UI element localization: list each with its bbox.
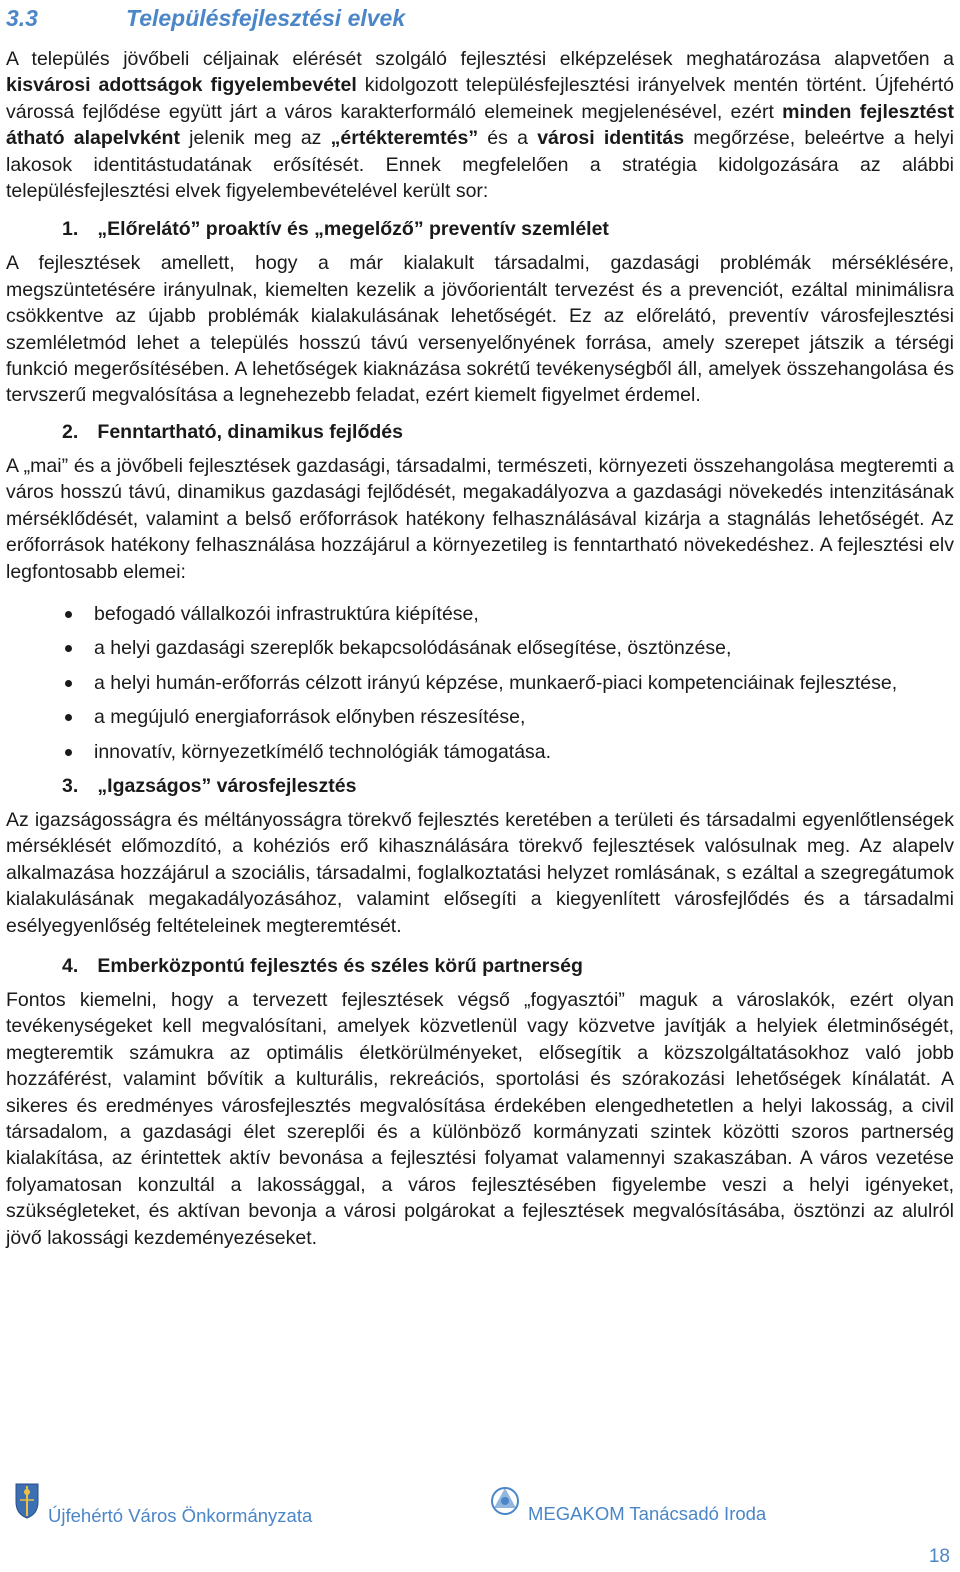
principle-heading [6, 773, 954, 799]
list-item [6, 670, 954, 696]
bullet-icon [65, 749, 72, 756]
intro-text: és a [478, 127, 538, 150]
list-item-text: a helyi humán-erőforrás célzott irányú képzése, munkaerő-piaci kompetenciáinak fejlesztése, [94, 671, 898, 694]
intro-text: jelenik meg az [179, 127, 331, 150]
principle-number: 4. [62, 954, 79, 977]
bullet-icon [65, 680, 72, 687]
list-item-text: innovatív, környezetkímélő technológiák támogatása. [94, 740, 552, 763]
list-item-text: a megújuló energiaforrások előnyben részesítése, [94, 706, 526, 729]
bullet-icon [65, 611, 72, 618]
intro-text: kidolgozott településfejlesztési irányelvek mentén történt. Újfehértó várossá fejlődése együtt járt a város karakterformáló elemeinek megjelenésével, ezért [6, 74, 954, 123]
footer-left [14, 1480, 312, 1526]
coat-of-arms-icon [14, 1480, 40, 1526]
bullet-icon [65, 645, 72, 652]
intro-bold: „értékteremtés” [330, 127, 479, 150]
principle-paragraph: Az igazságosságra és méltányosságra törekvő fejlesztés keretében a területi és társadalmi egyenlőtlenségek mérséklését előmozdító, a kohéziós erő kihasználására törekvő fejlesztések valósulnak meg. Az alapelv alkalmazása hozzájárul a szociális, társadalmi, foglalkoztatási helyzet romlásának, s ezáltal a szegregátumok kialakulásának megakadályozásához, valamint elősegíti a kiegyenlített városfejlődés és a társadalmi esélyegyenlőség feltételeinek megteremtését. [6, 808, 954, 937]
principle-paragraph: A fejlesztések amellett, hogy a már kialakult társadalmi, gazdasági problémák mérséklésére, megszüntetésére irányulnak, kiemelten kezelik a jövőorientált tervezést és a prevenciót, ezáltal minimálisra csökkentve az újabb problémák kialakulásának lehetőségét. Ez az előrelátó, preventív városfejlesztési szemléletmód lehet a település hosszú távú versenyelőnyének forrása, amely szerepet játszik a térségi funkció megerősítésében. A lehetőségek kiaknázása sokrétű tevékenységből áll, amelyek összehangolása és tervszerű megvalósítása a legnehezebb feladat, ezért kiemelt figyelmet érdemel. [6, 252, 954, 407]
principle-paragraph: Fontos kiemelni, hogy a tervezett fejlesztések végső „fogyasztói” maguk a városlakók, ezért olyan tevékenységeket kell megvalósítani, amelyek közvetlenül vagy közvetve javítják a helyiek életminőségét, megteremtik számukra az optimális életkörülményeket, elősegítik a közszolgáltatásokhoz való jobb hozzáférést, valamint bővítik a kulturális, rekreációs, sportolási és szórakozási lehetőségek kínálatát. A sikeres és eredményes városfejlesztés megvalósítása érdekében elengedhetetlen a helyi lakosság, a civil társadalom, a gazdasági élet szereplői és a különböző kormányzati szintek közötti szoros partnerség kialakítása, az érintettek aktív bevonása a fejlesztési folyamat valamennyi szakaszában. A város vezetése folyamatosan konzultál a lakossággal, a város fejlesztésében figyelembe veszi a helyi igényeket, szükségleteket, és aktívan bevonja a városi polgárokat a fejlesztések megvalósításába, ösztönzi az alulról jövő lakossági kezdeményezéseket. [6, 988, 954, 1249]
page-footer [0, 1472, 960, 1572]
section-number: 3.3 [6, 5, 38, 31]
bullet-icon [65, 714, 72, 721]
principle-paragraph: A „mai” és a jövőbeli fejlesztések gazdasági, társadalmi, természeti, környezeti összehangolása megteremti a város hosszú távú, dinamikus gazdasági fejlődését, megakadályozva a gazdasági növekedés intenzitásának mérséklődését, valamint a belső erőforrások hatékony felhasználásával kizárja a stagnálás lehetőségét. Az erőforrások hatékony felhasználása hozzájárul a környezetileg is fenntartható növekedéshez. A fejlesztési elv legfontosabb elemei: [6, 454, 954, 583]
page-number: 18 [928, 1546, 950, 1567]
list-item [6, 739, 954, 765]
list-item [6, 704, 954, 730]
principle-title: Emberközpontú fejlesztés és széles körű partnerség [97, 954, 583, 977]
section-heading [6, 4, 954, 32]
principle-number: 1. [62, 218, 79, 241]
principle-title: „Előrelátó” proaktív és „megelőző” preventív szemlélet [97, 218, 609, 241]
list-item-text: a helyi gazdasági szereplők bekapcsolódásának elősegítése, ösztönzése, [94, 637, 732, 660]
footer-left-text: Újfehértó Város Önkormányzata [48, 1505, 313, 1526]
intro-bold: városi identitás [537, 127, 685, 150]
intro-paragraph [6, 46, 954, 204]
list-item-text: befogadó vállalkozói infrastruktúra kiépítése, [94, 602, 479, 625]
intro-bold: kisvárosi adottságok figyelembevétel [6, 74, 357, 97]
principle-title: Fenntartható, dinamikus fejlődés [97, 420, 403, 443]
principle-title: „Igazságos” városfejlesztés [97, 774, 357, 797]
principle-heading [6, 419, 954, 445]
intro-bold: minden fejlesztést átható alapelvként [6, 100, 954, 150]
section-title: Településfejlesztési elvek [126, 5, 406, 31]
footer-right-text: MEGAKOM Tanácsadó Iroda [528, 1503, 767, 1524]
intro-text: A település jövőbeli céljainak elérését szolgáló fejlesztési elképzelések meghatározása alapvetően a [6, 48, 954, 70]
principle-number: 3. [62, 774, 79, 797]
principle-heading [6, 953, 954, 979]
list-item [6, 635, 954, 661]
principle-number: 2. [62, 420, 79, 443]
megakom-logo-icon [490, 1484, 520, 1524]
list-item [6, 601, 954, 627]
bullet-list [6, 601, 954, 765]
document-page [6, 4, 954, 1251]
footer-right [490, 1484, 766, 1524]
principle-heading [6, 216, 954, 242]
intro-text: megőrzése, beleértve a helyi lakosok identitástudatának erősítését. Ennek megfelelően a stratégia kidolgozására az alábbi településfejlesztési elvek figyelembevételével került sor: [6, 127, 954, 203]
